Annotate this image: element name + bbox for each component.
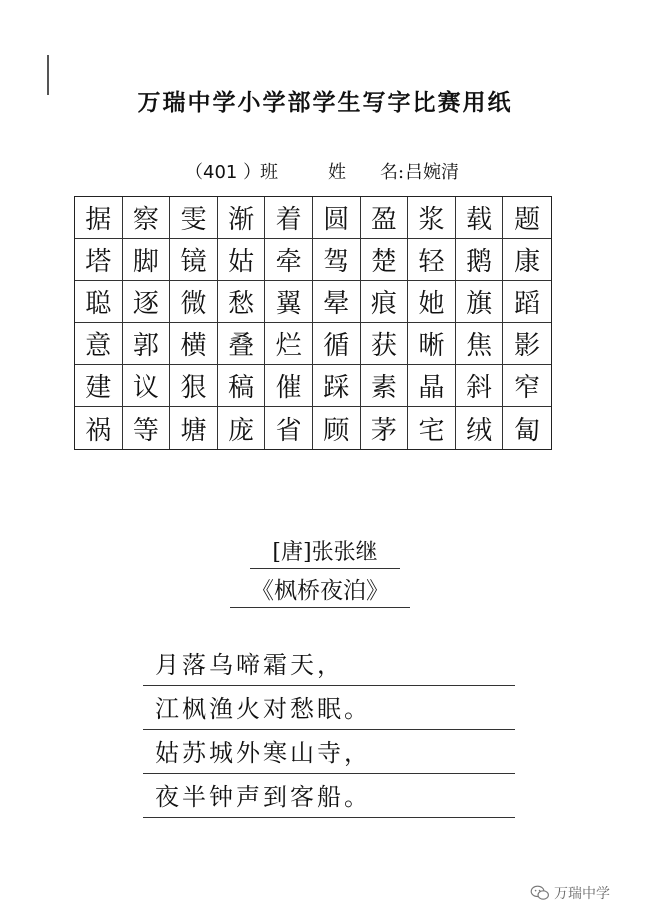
grid-cell: 晰 — [408, 323, 456, 365]
grid-cell: 雯 — [170, 197, 218, 239]
grid-cell: 轻 — [408, 239, 456, 281]
grid-cell: 烂 — [265, 323, 313, 365]
grid-cell: 庞 — [218, 407, 266, 449]
grid-cell: 绒 — [456, 407, 504, 449]
grid-cell: 据 — [75, 197, 123, 239]
grid-cell: 议 — [123, 365, 171, 407]
grid-cell: 她 — [408, 281, 456, 323]
grid-cell: 省 — [265, 407, 313, 449]
poem-line-1: 月落乌啼霜天， — [143, 648, 515, 686]
practice-grid — [74, 196, 552, 450]
grid-cell: 晶 — [408, 365, 456, 407]
grid-cell: 晕 — [313, 281, 361, 323]
grid-cell: 圆 — [313, 197, 361, 239]
poem-line-3: 姑苏城外寒山寺， — [143, 736, 515, 774]
grid-cell: 获 — [361, 323, 409, 365]
grid-cell: 题 — [503, 197, 551, 239]
grid-cell: 塔 — [75, 239, 123, 281]
wechat-icon — [530, 885, 550, 901]
grid-cell: 催 — [265, 365, 313, 407]
grid-cell: 渐 — [218, 197, 266, 239]
grid-cell: 痕 — [361, 281, 409, 323]
grid-cell: 稿 — [218, 365, 266, 407]
watermark — [530, 880, 640, 906]
grid-cell: 微 — [170, 281, 218, 323]
poem-line-2: 江枫渔火对愁眠。 — [143, 692, 515, 730]
grid-cell: 姑 — [218, 239, 266, 281]
grid-cell: 镜 — [170, 239, 218, 281]
grid-cell: 蹈 — [503, 281, 551, 323]
grid-cell: 斜 — [456, 365, 504, 407]
grid-cell: 意 — [75, 323, 123, 365]
grid-cell: 着 — [265, 197, 313, 239]
grid-cell: 郭 — [123, 323, 171, 365]
grid-cell: 盈 — [361, 197, 409, 239]
grid-cell: 顾 — [313, 407, 361, 449]
watermark-text: 万瑞中学 — [554, 886, 610, 902]
grid-cell: 狠 — [170, 365, 218, 407]
grid-cell: 旗 — [456, 281, 504, 323]
page-title: 万瑞中学小学部学生写字比赛用纸 — [137, 89, 513, 116]
name-label: 名: — [380, 162, 405, 183]
poem-title: 《枫桥夜泊》 — [230, 572, 410, 608]
grid-cell: 翼 — [265, 281, 313, 323]
grid-cell: 牵 — [265, 239, 313, 281]
grid-cell: 塘 — [170, 407, 218, 449]
grid-cell: 康 — [503, 239, 551, 281]
grid-cell: 愁 — [218, 281, 266, 323]
grid-cell: 窄 — [503, 365, 551, 407]
student-name: 吕婉清 — [405, 162, 459, 183]
grid-cell: 等 — [123, 407, 171, 449]
grid-cell: 楚 — [361, 239, 409, 281]
grid-cell: 叠 — [218, 323, 266, 365]
grid-cell: 影 — [503, 323, 551, 365]
grid-cell: 横 — [170, 323, 218, 365]
class-number: （401 ） — [185, 162, 262, 183]
grid-cell: 逐 — [123, 281, 171, 323]
grid-cell: 素 — [361, 365, 409, 407]
grid-cell: 循 — [313, 323, 361, 365]
grid-cell: 驾 — [313, 239, 361, 281]
grid-cell: 浆 — [408, 197, 456, 239]
grid-cell: 踩 — [313, 365, 361, 407]
grid-cell: 匐 — [514, 415, 541, 446]
student-info-row — [0, 158, 650, 188]
surname-label: 姓 — [328, 162, 346, 183]
grid-cell: 建 — [75, 365, 123, 407]
grid-cell: 宅 — [408, 407, 456, 449]
grid-cell: 茅 — [361, 407, 409, 449]
grid-cell: 脚 — [123, 239, 171, 281]
grid-cell: 载 — [456, 197, 504, 239]
grid-cell: 焦 — [456, 323, 504, 365]
grid-cell: 聪 — [75, 281, 123, 323]
poem-line-4: 夜半钟声到客船。 — [143, 780, 515, 818]
grid-cell: 鹅 — [456, 239, 504, 281]
grid-cell: 祸 — [75, 407, 123, 449]
grid-cell: 察 — [123, 197, 171, 239]
poem-author: [唐]张张继 — [250, 535, 400, 569]
class-label: 班 — [260, 162, 278, 183]
